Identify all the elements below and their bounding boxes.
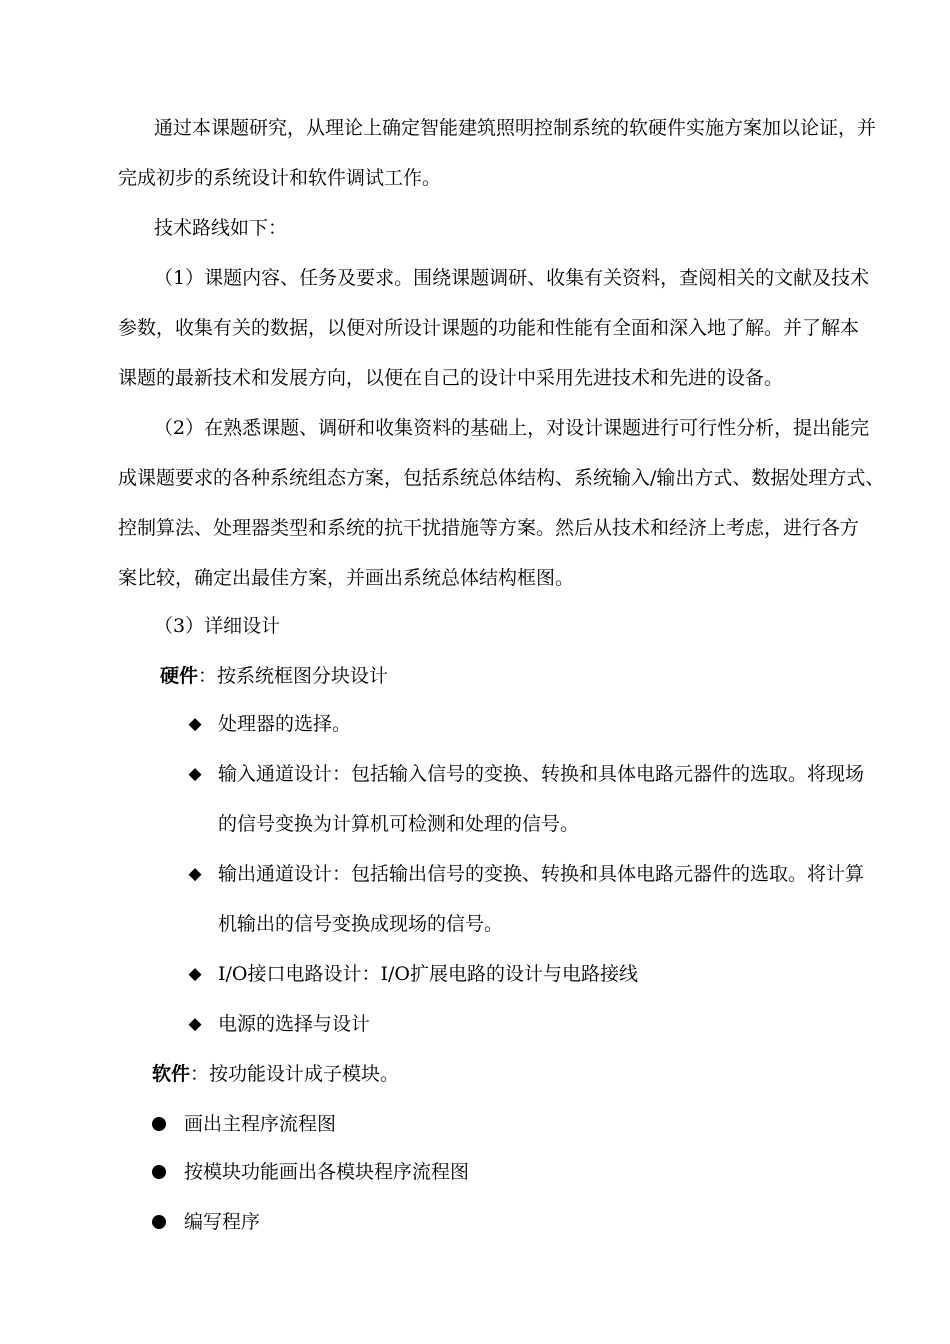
hardware-bullet-1: 处理器的选择。 bbox=[218, 713, 352, 735]
hardware-label: 硬件 bbox=[160, 665, 199, 687]
diamond-bullet-icon: ◆ bbox=[188, 964, 202, 984]
diamond-bullet-icon: ◆ bbox=[188, 764, 202, 784]
dot-bullet-icon bbox=[152, 1117, 166, 1131]
hardware-bullet-3-line-2: 机输出的信号变换成现场的信号。 bbox=[218, 913, 504, 935]
item2-line-1: （2）在熟悉课题、调研和收集资料的基础上，对设计课题进行可行性分析，提出能完 bbox=[154, 417, 870, 439]
dot-bullet-icon bbox=[152, 1165, 166, 1179]
diamond-bullet-icon: ◆ bbox=[188, 1014, 202, 1034]
diamond-bullet-icon: ◆ bbox=[188, 864, 202, 884]
hardware-bullet-5: 电源的选择与设计 bbox=[218, 1013, 371, 1035]
software-text: ：按功能设计成子模块。 bbox=[190, 1063, 400, 1085]
diamond-bullet-icon: ◆ bbox=[188, 714, 202, 734]
item1-line-1: （1）课题内容、任务及要求。围绕课题调研、收集有关资料，查阅相关的文献及技术 bbox=[154, 267, 870, 289]
item1-line-2: 参数，收集有关的数据，以便对所设计课题的功能和性能有全面和深入地了解。并了解本 bbox=[118, 317, 860, 339]
software-bullet-1: 画出主程序流程图 bbox=[184, 1113, 337, 1135]
hardware-text: ：按系统框图分块设计 bbox=[198, 665, 389, 687]
hardware-bullet-2-line-2: 的信号变换为计算机可检测和处理的信号。 bbox=[218, 813, 580, 835]
software-label: 软件 bbox=[152, 1063, 191, 1085]
item2-line-3: 控制算法、处理器类型和系统的抗干扰措施等方案。然后从技术和经济上考虑，进行各方 bbox=[118, 517, 860, 539]
dot-bullet-icon bbox=[152, 1215, 166, 1229]
software-bullet-2: 按模块功能画出各模块程序流程图 bbox=[184, 1161, 470, 1183]
intro-line-2: 完成初步的系统设计和软件调试工作。 bbox=[118, 167, 442, 189]
software-line bbox=[152, 1062, 399, 1086]
hardware-bullet-4: I/O接口电路设计：I/O扩展电路的设计与电路接线 bbox=[218, 963, 638, 985]
hardware-bullet-2-line-1: 输入通道设计：包括输入信号的变换、转换和具体电路元器件的选取。将现场 bbox=[218, 763, 865, 785]
hardware-line bbox=[160, 664, 388, 688]
item1-line-3: 课题的最新技术和发展方向，以便在自己的设计中采用先进技术和先进的设备。 bbox=[118, 367, 784, 389]
software-bullet-3: 编写程序 bbox=[184, 1211, 261, 1233]
item3-heading: （3）详细设计 bbox=[154, 615, 281, 637]
hardware-bullet-3-line-1: 输出通道设计：包括输出信号的变换、转换和具体电路元器件的选取。将计算 bbox=[218, 863, 865, 885]
item2-line-2: 成课题要求的各种系统组态方案，包括系统总体结构、系统输入/输出方式、数据处理方式、 bbox=[118, 467, 885, 489]
route-heading: 技术路线如下： bbox=[154, 217, 288, 239]
item2-line-4: 案比较，确定出最佳方案，并画出系统总体结构框图。 bbox=[118, 567, 575, 589]
intro-line-1: 通过本课题研究，从理论上确定智能建筑照明控制系统的软硬件实施方案加以论证，并 bbox=[154, 117, 877, 139]
